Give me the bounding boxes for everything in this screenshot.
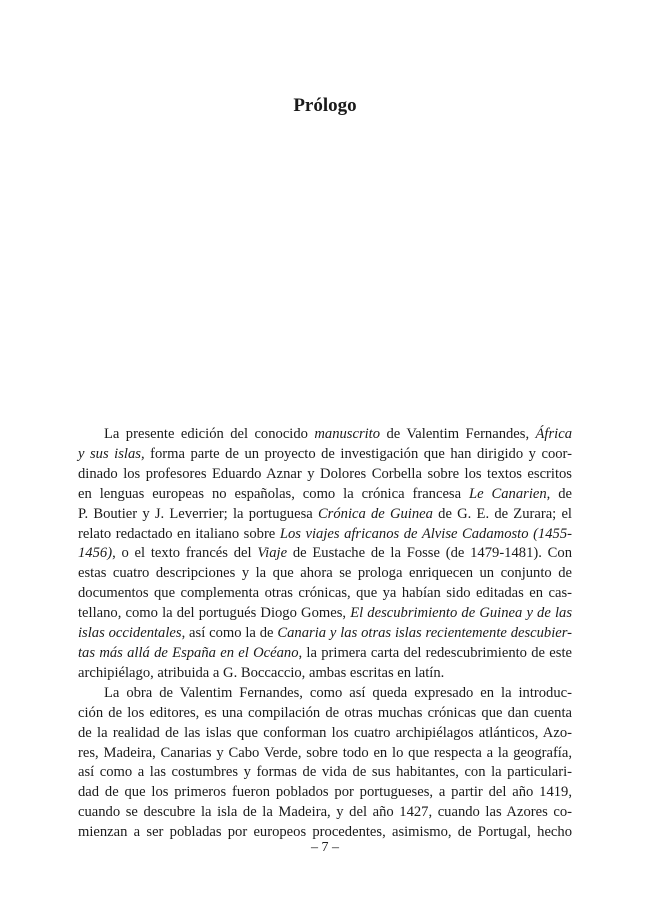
text-run: La obra de Valentim Fernandes, como así queda expresado en la introduc- [104,684,572,701]
text-run: , de [546,485,573,502]
text-line [78,803,572,823]
paragraph-1 [78,425,572,684]
text-line [78,465,572,485]
text-run: relato redactado en italiano sobre [78,525,280,542]
text-run: , la primera carta del redescubrimiento de este [298,644,572,661]
text-line [78,445,572,465]
text-run: , o el texto francés del [112,545,258,562]
italic-text: Crónica de Guinea [317,505,433,522]
text-line [78,584,572,604]
text-line [78,763,572,783]
paragraph-2 [78,684,572,843]
text-line [78,704,572,724]
text-line [78,485,572,505]
text-line [78,624,572,644]
italic-text: Los viajes africanos de Alvise Cadamosto (1455- [279,525,572,542]
text-run: La presente edición del conocido [104,426,315,442]
italic-text: Le Canarien [469,485,547,502]
text-run: mienzan a ser pobladas por europeos procedentes, asimismo, de Portugal, hecho [78,824,572,841]
italic-text: islas occidentales [78,625,182,642]
text-run: P. Boutier y J. Leverrier; la portuguesa [78,505,318,522]
italic-text: 1456) [78,545,113,562]
text-run: cuando se descubre la isla de la Madeira, y del año 1427, cuando las Azores co- [78,804,572,821]
text-run: tellano, como la del portugués Diogo Gomes, [78,605,351,622]
text-line [78,724,572,744]
text-line [78,425,572,445]
text-run: de Valentim Fernandes, [380,426,536,442]
text-run: ción de los editores, es una compilación de otras muchas crónicas que dan cuenta [78,704,572,721]
text-line [78,505,572,525]
text-line [78,664,572,684]
text-line [78,783,572,803]
text-line [78,544,572,564]
italic-text: África [535,426,572,442]
text-run: dinado los profesores Eduardo Aznar y Dolores Corbella sobre los textos escritos [78,465,572,482]
text-run: de la realidad de las islas que conforman los cuatro archipiélagos atlánticos, Azo- [78,724,572,741]
text-run: , así como la de [181,625,278,642]
text-run: archipiélago, atribuida a G. Boccaccio, ambas escritas en latín. [78,664,445,681]
page-number: – 7 – [311,840,339,855]
text-line [78,525,572,545]
body-text [78,425,572,843]
italic-text: manuscrito [314,426,381,442]
italic-text: y sus islas [78,445,141,462]
text-line [78,564,572,584]
text-run: de Eustache de la Fosse (de 1479-1481). Con [287,545,572,562]
text-line [78,684,572,704]
text-line [78,604,572,624]
text-run: documentos que complementa otras crónicas, que ya habían sido editadas en cas- [78,585,572,602]
text-run: estas cuatro descripciones y la que ahora se prologa enriquecen un conjunto de [78,565,572,582]
text-run: res, Madeira, Canarias y Cabo Verde, sobre todo en lo que respecta a la geografía, [78,744,572,761]
text-run: de G. E. de Zurara; el [432,505,572,522]
italic-text: El descubrimiento de Guinea y de las [350,605,573,622]
italic-text: Viaje [257,545,288,562]
page-title: Prólogo [293,95,357,116]
text-line [78,744,572,764]
italic-text: tas más allá de España en el Océano [78,644,299,661]
text-line [78,644,572,664]
text-run: así como a las costumbres y formas de vida de sus habitantes, con la particulari- [78,764,572,781]
italic-text: Canaria y las otras islas recientemente descubier- [277,625,572,642]
text-run: en lenguas europeas no españolas, como la crónica francesa [78,485,469,502]
text-run: , forma parte de un proyecto de investigación que han dirigido y coor- [140,445,572,462]
text-run: dad de que los primeros fueron poblados por portugueses, a partir del año 1419, [78,784,572,801]
